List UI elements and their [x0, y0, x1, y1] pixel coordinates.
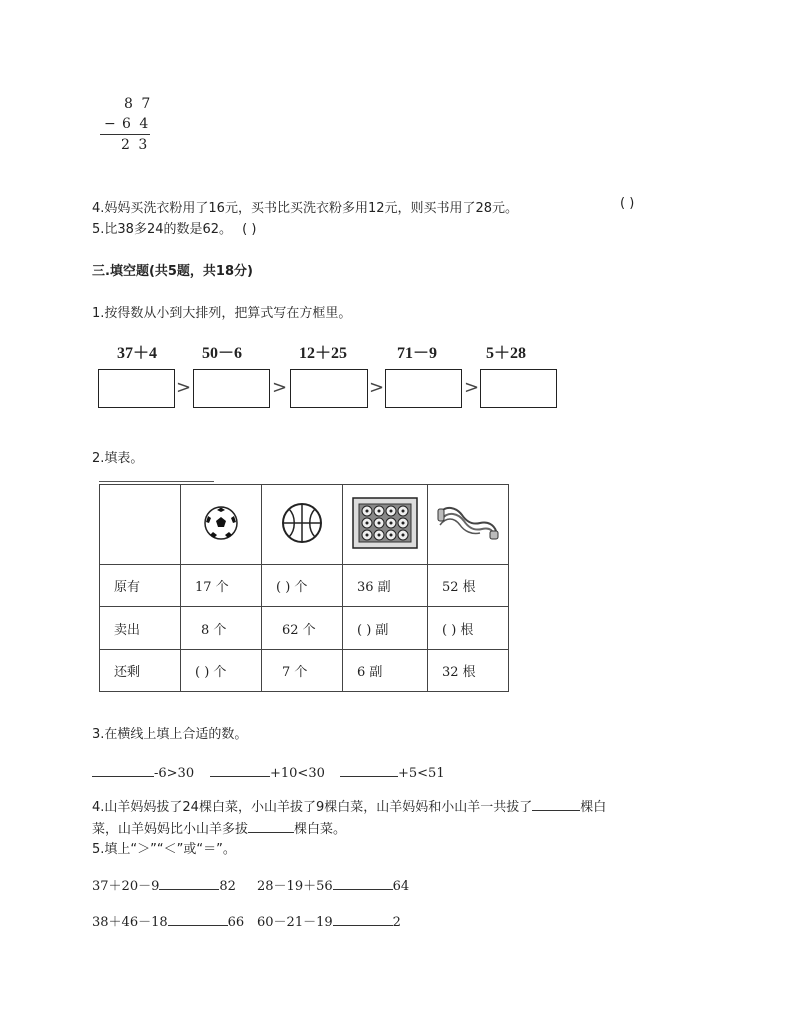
judge-q5-answer[interactable]: ( ): [242, 222, 257, 237]
q5-item-4: [257, 910, 401, 930]
jump-rope-icon: [436, 503, 500, 543]
q5-expr: 28－19＋56: [257, 879, 333, 894]
q2-icon-cell-1: [181, 485, 262, 565]
q1-expr-2: 50－6: [202, 345, 243, 362]
q2-row-1: [100, 565, 509, 607]
q3-item-2-text: +10<30: [270, 766, 325, 781]
vertical-rule: [100, 134, 150, 135]
vertical-op: −: [104, 116, 116, 132]
q2-cell: 7 个: [262, 650, 343, 692]
q2-row-2: [100, 607, 509, 650]
q4-line-1: [92, 795, 606, 815]
q2-cell: 62 个: [262, 607, 343, 650]
judge-q4-text: 4.妈妈买洗衣粉用了16元，买书比买洗衣粉多用12元，则买书用了28元。: [92, 201, 519, 216]
q4-line-1-text: 4.山羊妈妈拔了24棵白菜，小山羊拔了9棵白菜，山羊妈妈和小山羊一共拔了: [92, 800, 533, 815]
q4-line-2-text: 菜，山羊妈妈比小山羊多拔: [92, 822, 249, 837]
vertical-bottom: 6 4: [122, 116, 151, 132]
q3-item-1-text: -6>30: [154, 766, 195, 781]
q2-cell-blank[interactable]: ( ) 根: [428, 607, 509, 650]
q5-right: 2: [392, 915, 401, 930]
q3-blank-1[interactable]: [92, 761, 154, 777]
q2-icon-cell-3: [343, 485, 428, 565]
q3-item-2: [210, 761, 325, 781]
vertical-top: 8 7: [124, 96, 153, 112]
ping-pong-paddles-icon: [349, 494, 421, 552]
q3-item-3-text: +5<51: [398, 766, 445, 781]
q2-cell: 36 副: [343, 565, 428, 607]
q5-blank-4[interactable]: [333, 910, 393, 926]
vertical-result: 2 3: [121, 137, 150, 153]
q5-item-2: [257, 874, 409, 894]
q4-line-2-tail: 棵白菜。: [294, 822, 347, 837]
basketball-icon: [281, 502, 323, 544]
soccer-ball-icon: [203, 505, 239, 541]
q1-answer-box-5[interactable]: [480, 369, 557, 408]
q2-cell: 6 副: [343, 650, 428, 692]
q5-right: 82: [219, 879, 236, 894]
q2-icon-cell-2: [262, 485, 343, 565]
q5-blank-2[interactable]: [333, 874, 393, 890]
q2-cell-blank[interactable]: ( ) 个: [181, 650, 262, 692]
q3-text: 3.在横线上填上合适的数。: [92, 727, 248, 742]
q2-text: 2.填表。: [92, 451, 144, 466]
judge-q5: [92, 218, 256, 237]
q5-blank-1[interactable]: [159, 874, 219, 890]
q1-expr-5: 5＋28: [486, 345, 527, 362]
judge-q4-answer[interactable]: ( ): [620, 196, 635, 211]
q2-cell: 8 个: [181, 607, 262, 650]
q2-cell: 17 个: [181, 565, 262, 607]
q1-text: 1.按得数从小到大排列，把算式写在方框里。: [92, 306, 352, 321]
q3-item-1: [92, 761, 194, 781]
q4-line-1-tail: 棵白: [580, 800, 607, 815]
q1-sep-4: >: [464, 377, 480, 398]
q2-cell-blank[interactable]: ( ) 个: [262, 565, 343, 607]
q4-line-2: [92, 817, 346, 837]
judge-q4: [92, 197, 518, 216]
q4-blank-1[interactable]: [532, 795, 580, 811]
q2-icon-cell-4: [428, 485, 509, 565]
q3-blank-3[interactable]: [340, 761, 398, 777]
q2-cell-blank[interactable]: ( ) 副: [343, 607, 428, 650]
q2-row-label: 卖出: [100, 607, 181, 650]
q5-item-3: [92, 910, 244, 930]
q2-corner-cell: [100, 485, 181, 565]
q5-right: 64: [392, 879, 410, 894]
section-title: 三.填空题(共5题，共18分): [92, 264, 253, 279]
q4-blank-2[interactable]: [248, 817, 294, 833]
q2-row-label: 原有: [100, 565, 181, 607]
q5-blank-3[interactable]: [168, 910, 228, 926]
q2-table: [99, 484, 509, 692]
q1-answer-box-3[interactable]: [290, 369, 368, 408]
q1-sep-3: >: [369, 377, 385, 398]
q1-expr-1: 37＋4: [117, 345, 158, 362]
q3-item-3: [340, 761, 445, 781]
q2-cell: 32 根: [428, 650, 509, 692]
q2-table-topline: [99, 481, 214, 482]
q5-right: 66: [227, 915, 245, 930]
q5-item-1: [92, 874, 236, 894]
q1-sep-2: >: [272, 377, 288, 398]
q5-expr: 38＋46－18: [92, 915, 168, 930]
q1-expr-3: 12＋25: [299, 345, 348, 362]
q1-answer-box-2[interactable]: [193, 369, 270, 408]
q2-cell: 52 根: [428, 565, 509, 607]
judge-q5-text: 5.比38多24的数是62。: [92, 222, 233, 237]
q2-row-3: [100, 650, 509, 692]
q3-blank-2[interactable]: [210, 761, 270, 777]
q5-text: 5.填上“＞”“＜”或“＝”。: [92, 842, 236, 857]
q1-expr-4: 71－9: [397, 345, 438, 362]
q5-expr: 60－21－19: [257, 915, 333, 930]
q5-expr: 37＋20－9: [92, 879, 160, 894]
q1-answer-box-4[interactable]: [385, 369, 462, 408]
q1-sep-1: >: [176, 377, 192, 398]
q1-answer-box-1[interactable]: [98, 369, 175, 408]
q2-row-label: 还剩: [100, 650, 181, 692]
